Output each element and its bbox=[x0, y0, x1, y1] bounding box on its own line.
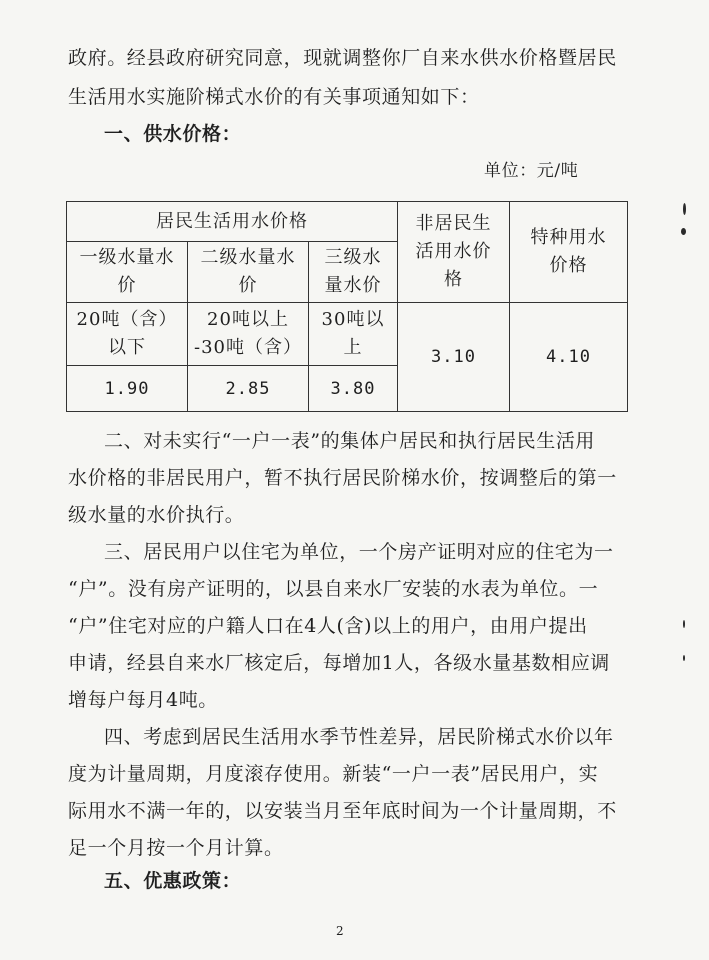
header-nonresidential-line-1: 非居民生 bbox=[415, 213, 492, 234]
range-tier3-line-2: 上 bbox=[343, 337, 363, 358]
header-tier2 bbox=[188, 242, 309, 303]
range-tier1-line-1: 20吨（含） bbox=[76, 309, 178, 330]
header-special-line-1: 特种用水 bbox=[530, 227, 607, 248]
section-5-heading: 五、优惠政策： bbox=[104, 870, 242, 892]
para4-line-1: 四、考虑到居民生活用水季节性差异，居民阶梯式水价以年 bbox=[104, 726, 614, 748]
range-tier1 bbox=[67, 303, 188, 366]
header-special-line-2: 价格 bbox=[549, 255, 588, 276]
header-tier1-line-1: 一级水量水 bbox=[79, 247, 175, 268]
price-tier1: 1.90 bbox=[67, 366, 188, 412]
unit-label: 单位：元/吨 bbox=[484, 161, 579, 181]
section-1-heading: 一、供水价格： bbox=[104, 123, 242, 145]
header-tier2-line-1: 二级水量水 bbox=[200, 247, 296, 268]
scan-speck bbox=[681, 228, 686, 235]
para3-line-2: “户”。没有房产证明的，以县自来水厂安装的水表为单位。一 bbox=[68, 578, 599, 600]
header-special bbox=[510, 202, 628, 303]
para2-line-2: 水价格的非居民用户，暂不执行居民阶梯水价，按调整后的第一 bbox=[68, 467, 617, 489]
header-tier3 bbox=[309, 242, 398, 303]
header-nonresidential-line-2: 活用水价 bbox=[415, 241, 492, 262]
price-special: 4.10 bbox=[510, 303, 628, 412]
range-tier3 bbox=[309, 303, 398, 366]
para2-line-3: 级水量的水价执行。 bbox=[68, 504, 245, 526]
para3-line-1: 三、居民用户以住宅为单位，一个房产证明对应的住宅为一 bbox=[104, 541, 614, 563]
scan-speck bbox=[683, 620, 685, 628]
para2-line-1: 二、对未实行“一户一表”的集体户居民和执行居民生活用 bbox=[104, 430, 596, 452]
intro-line-2: 生活用水实施阶梯式水价的有关事项通知如下： bbox=[68, 86, 480, 108]
header-nonresidential bbox=[398, 202, 510, 303]
para4-line-2: 度为计量周期，月度滚存使用。新装“一户一表”居民用户，实 bbox=[68, 763, 599, 785]
scan-speck bbox=[683, 203, 686, 215]
para3-line-4: 申请，经县自来水厂核定后，每增加1人，各级水量基数相应调 bbox=[68, 652, 610, 674]
header-tier3-line-1: 三级水 bbox=[324, 247, 382, 268]
range-tier1-line-2: 以下 bbox=[108, 337, 146, 358]
price-nonresidential: 3.10 bbox=[398, 303, 510, 412]
range-tier2 bbox=[188, 303, 309, 366]
range-tier2-line-1: 20吨以上 bbox=[207, 309, 289, 330]
price-tier3: 3.80 bbox=[309, 366, 398, 412]
para4-line-3: 际用水不满一年的，以安装当月至年底时间为一个计量周期，不 bbox=[68, 800, 617, 822]
header-tier2-line-2: 价 bbox=[238, 275, 258, 296]
para3-line-3: “户”住宅对应的户籍人口在4人(含)以上的用户，由用户提出 bbox=[68, 615, 588, 637]
header-tier1 bbox=[67, 242, 188, 303]
header-tier1-line-2: 价 bbox=[117, 275, 137, 296]
price-tier2: 2.85 bbox=[188, 366, 309, 412]
intro-line-1: 政府。经县政府研究同意，现就调整你厂自来水供水价格暨居民 bbox=[68, 47, 617, 69]
range-tier3-line-1: 30吨以 bbox=[321, 309, 385, 330]
water-price-table bbox=[66, 201, 628, 412]
para3-line-5: 增每户每月4吨。 bbox=[68, 689, 218, 711]
page-number: 2 bbox=[336, 924, 344, 938]
header-tier3-line-2: 量水价 bbox=[324, 275, 382, 296]
para4-line-4: 足一个月按一个月计算。 bbox=[68, 837, 284, 859]
header-residential: 居民生活用水价格 bbox=[67, 202, 398, 242]
scan-speck bbox=[683, 655, 685, 661]
range-tier2-line-2: -30吨（含） bbox=[194, 337, 302, 358]
header-nonresidential-line-3: 格 bbox=[444, 269, 464, 290]
